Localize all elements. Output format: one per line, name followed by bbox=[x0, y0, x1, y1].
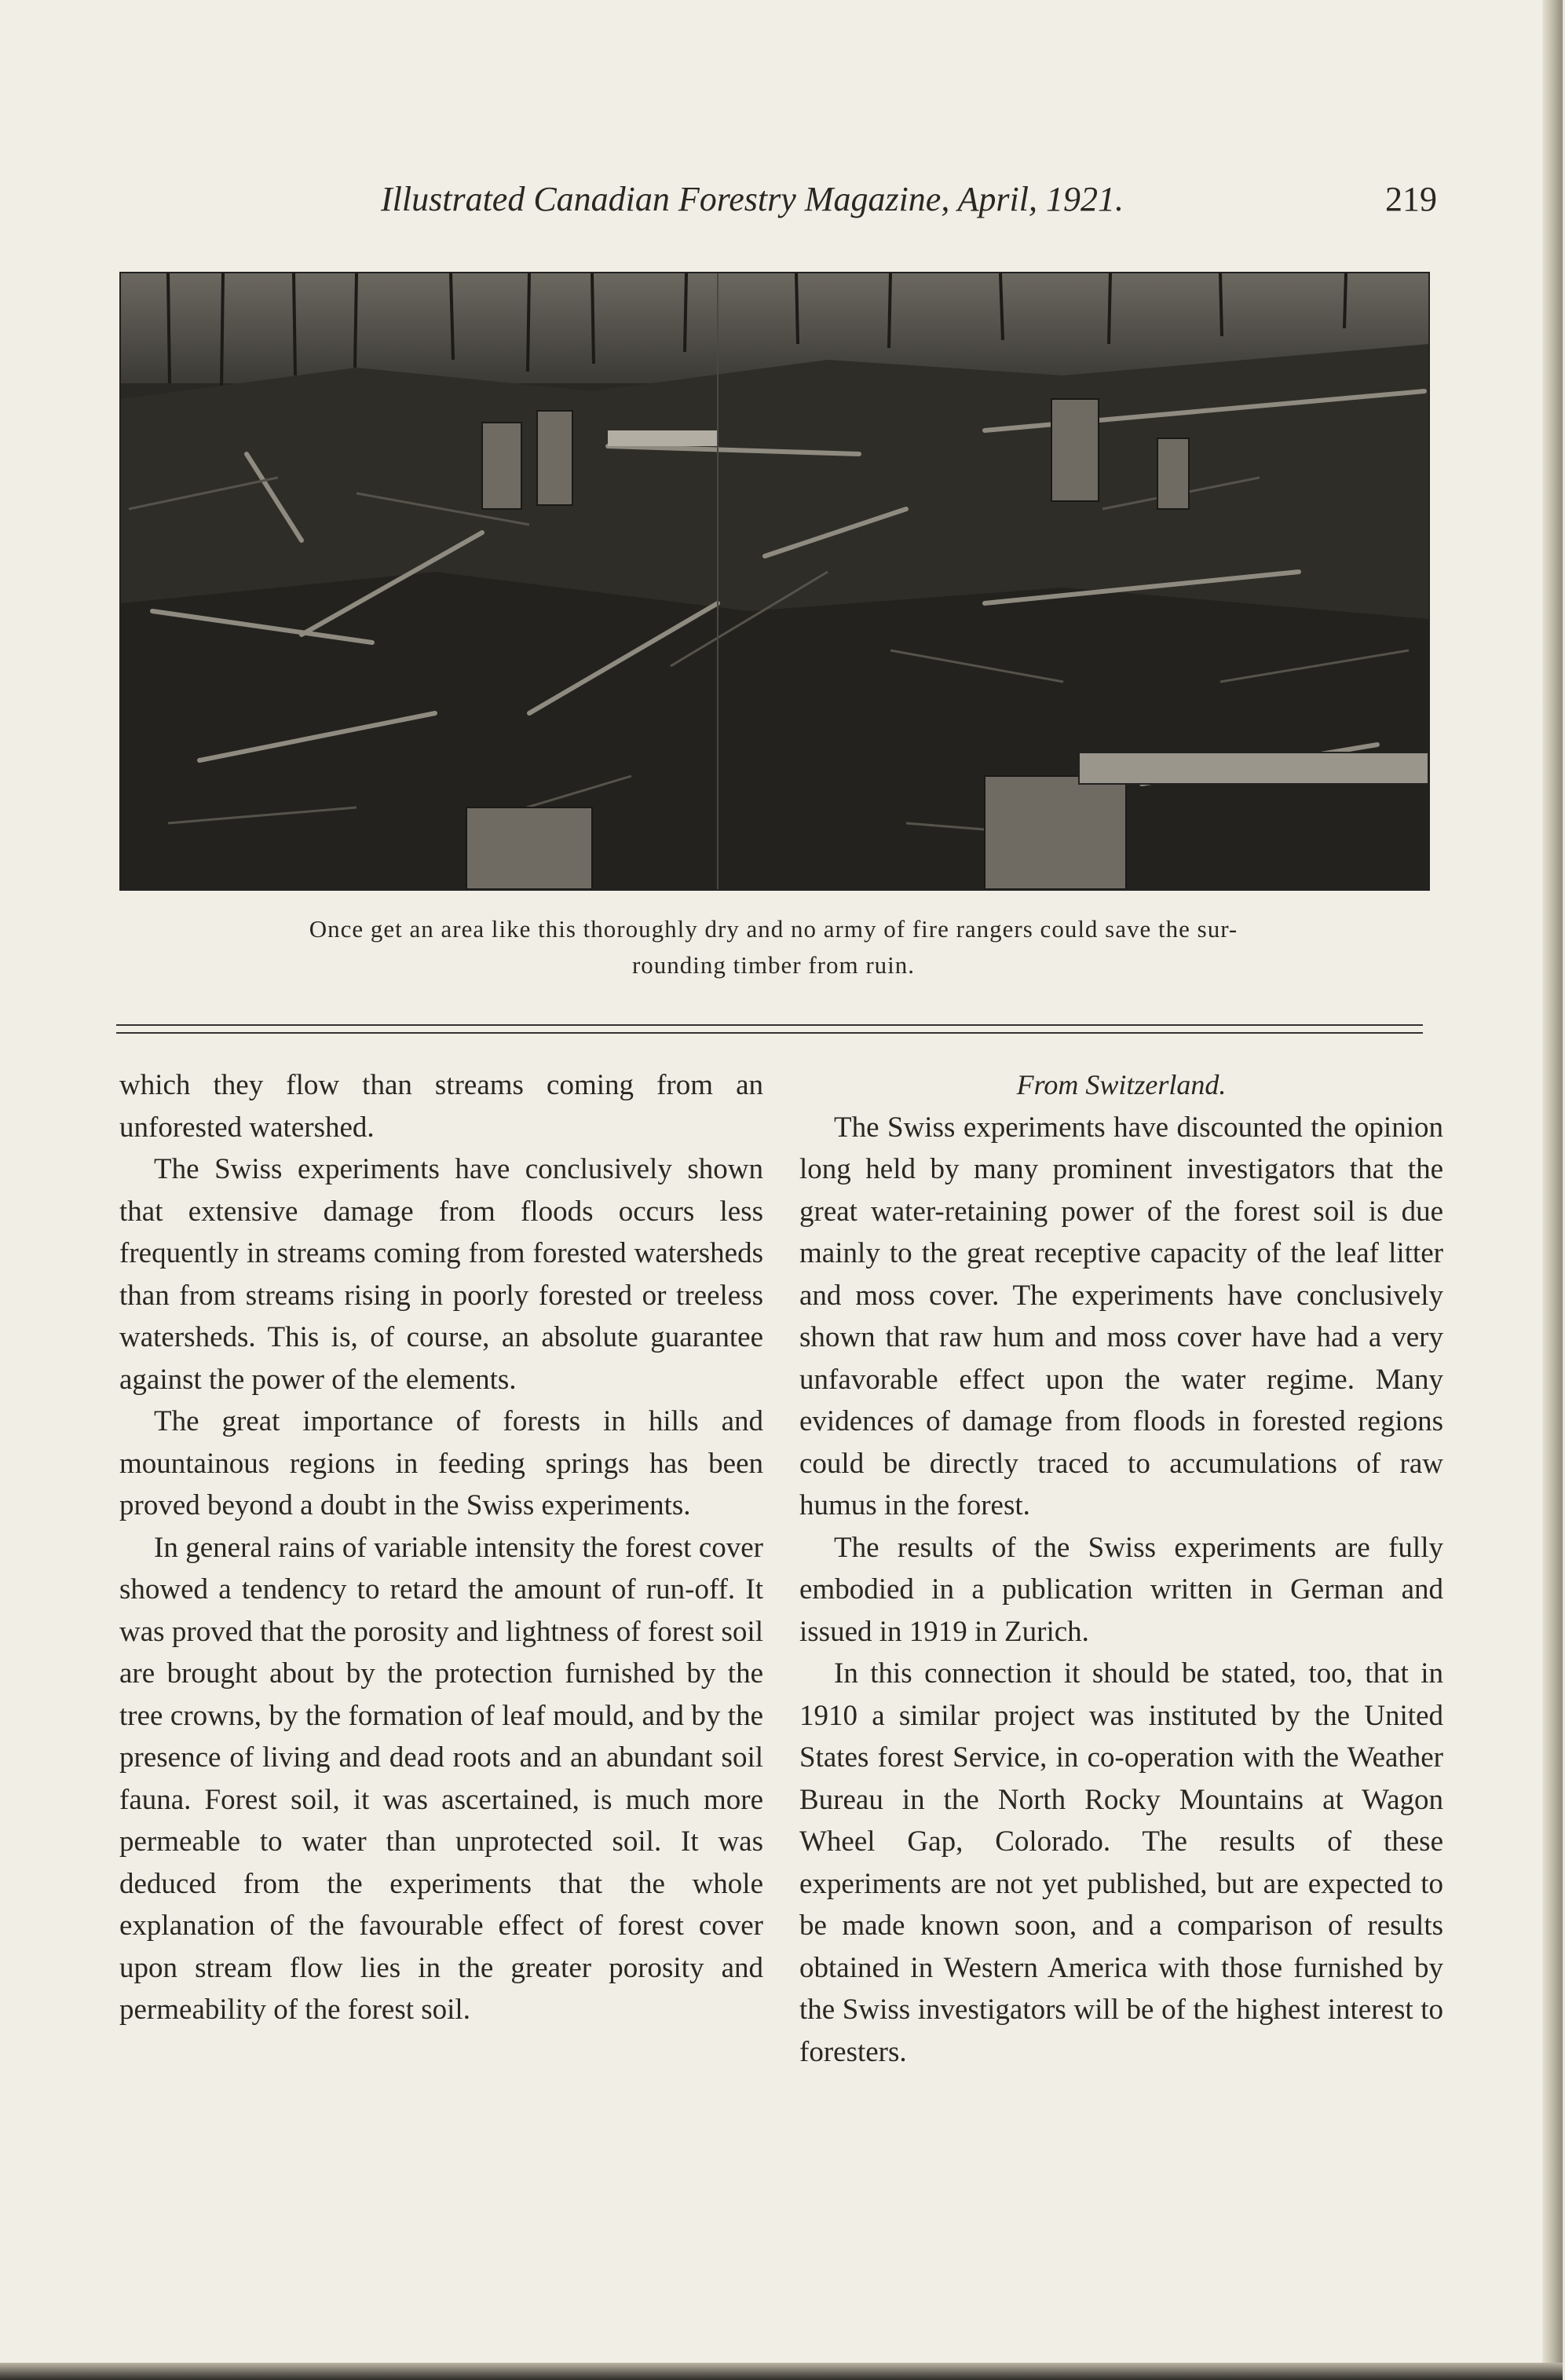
figure-caption bbox=[126, 911, 1421, 983]
page-edge-shadow bbox=[1542, 0, 1563, 2380]
section-subheading: From Switzerland. bbox=[1016, 1069, 1227, 1100]
right-column bbox=[799, 1064, 1443, 2073]
caption-line-1: Once get an area like this thoroughly dry and no army of fire rangers could save the sur- bbox=[309, 915, 1238, 943]
caption-line-2: rounding timber from ruin. bbox=[631, 951, 916, 979]
paragraph: In general rains of variable intensity the forest cover showed a tendency to retard the amount of run-off. It was proved that the porosity and lightness of forest soil are brought about by the protection furnished by the tree crowns, by the formation of leaf mould, and by the presence of living and dead roots and an abundant soil fauna. Forest soil, it was ascertained, is much more permeable to water than unprotected soil. It was deduced from the experiments that the whole explanation of the favourable effect of forest cover upon stream flow lies in the greater porosity and permeability of the forest soil. bbox=[119, 1531, 763, 2026]
photo-illustration bbox=[121, 273, 1428, 889]
paragraph: The Swiss experiments have discounted the opinion long held by many prominent investigators that the great water-retaining power of the forest soil is due mainly to the great receptive capacity of the leaf litter and moss cover. The experiments have conclusively shown that raw hum and moss cover have had a very unfavorable effect upon the water regime. Many evidences of damage from floods in forested regions could be directly traced to accumulations of raw humus in the forest. bbox=[799, 1111, 1443, 1521]
double-rule-top bbox=[116, 1024, 1423, 1026]
left-column bbox=[119, 1064, 763, 2031]
page-number: 219 bbox=[1385, 180, 1437, 218]
double-rule-bottom bbox=[116, 1032, 1423, 1034]
sawn-plank bbox=[1079, 752, 1428, 784]
paragraph: In this connection it should be stated, too, that in 1910 a similar project was instituted by the United States forest Service, in co-operation with the Weather Bureau in the North Rocky Mountains at Wagon Wheel Gap, Colorado. The results of these experiments are not yet published, but are expected to be made known soon, and a comparison of results obtained in Western America with those furnished by the Swiss investigators will be of the highest interest to foresters. bbox=[799, 1657, 1443, 2068]
paragraph: The results of the Swiss experiments are fully embodied in a publication written in German and issued in 1919 in Zurich. bbox=[799, 1531, 1443, 1648]
clearcut-slash-photograph bbox=[119, 272, 1430, 891]
journal-title: Illustrated Canadian Forestry Magazine, April, 1921. bbox=[381, 180, 1124, 218]
paragraph: which they flow than streams coming from an unforested watershed. bbox=[119, 1069, 763, 1144]
paragraph: The great importance of forests in hills and mountainous regions in feeding springs has been proved beyond a doubt in the Swiss experiments. bbox=[119, 1405, 763, 1521]
scan-bottom-edge bbox=[0, 2363, 1563, 2380]
bleached-log bbox=[608, 430, 718, 446]
paragraph: The Swiss experiments have conclusively shown that extensive damage from floods occurs less frequently in streams coming from forested watersheds than from streams rising in poorly forested or treeless watersheds. This is, of course, an absolute guarantee against the power of the elements. bbox=[119, 1153, 763, 1396]
